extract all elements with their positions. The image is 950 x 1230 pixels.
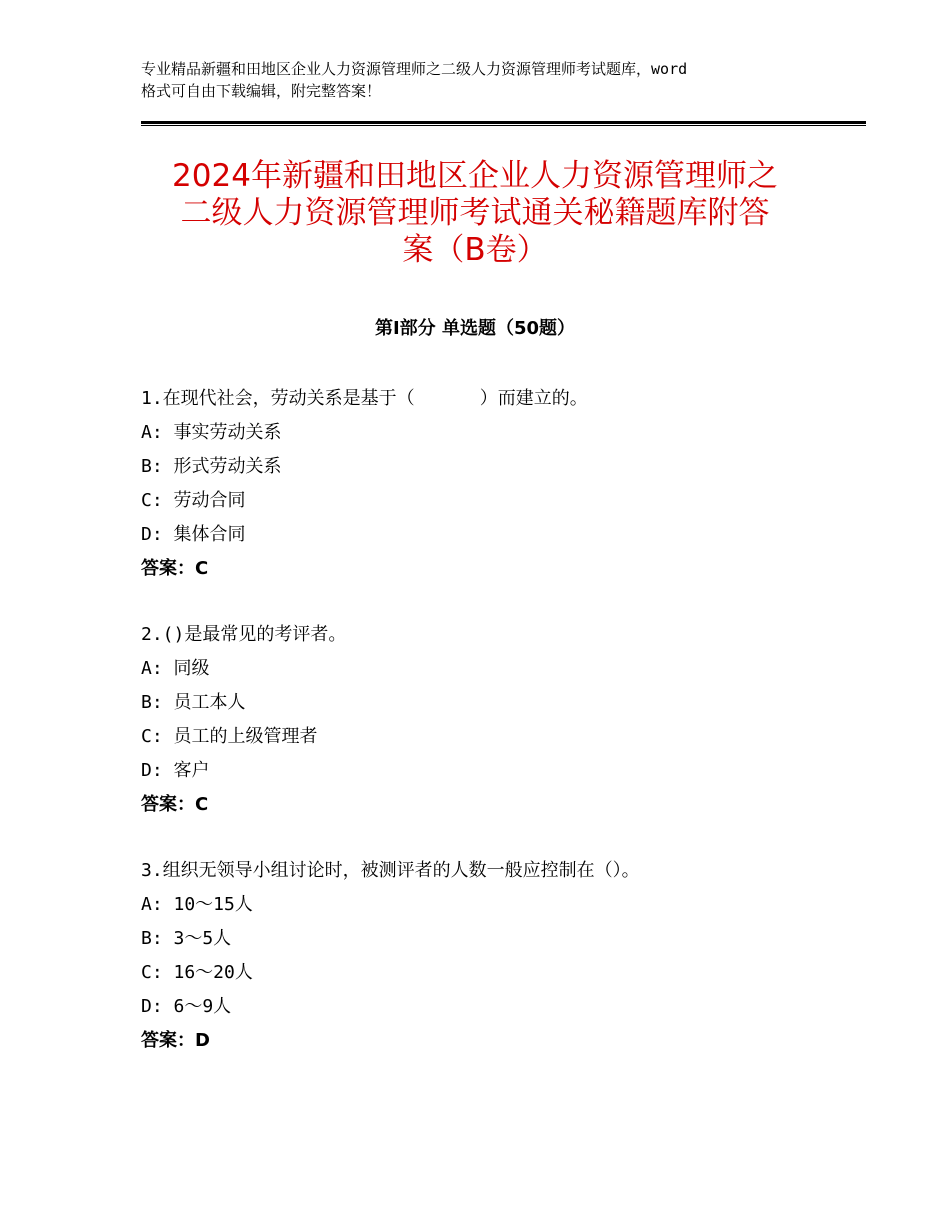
option-b: B: 3～5人	[141, 928, 232, 949]
document-title-line-2: 二级人力资源管理师考试通关秘籍题库附答	[180, 195, 770, 231]
option-c: C: 16～20人	[141, 962, 253, 983]
question-item	[141, 382, 861, 586]
question-item	[141, 854, 861, 1058]
question-stem: 3.组织无领导小组讨论时，被测评者的人数一般应控制在（）。	[141, 860, 640, 881]
option-a: A: 同级	[141, 658, 210, 679]
option-d: D: 集体合同	[141, 524, 246, 545]
header-divider-thick	[141, 121, 866, 124]
document-title-line-1: 2024年新疆和田地区企业人力资源管理师之	[172, 158, 778, 194]
option-b: B: 员工本人	[141, 692, 246, 713]
answer-label: 答案：C	[141, 794, 209, 815]
document-title	[120, 158, 830, 269]
header-divider	[141, 121, 866, 127]
question-item	[141, 618, 861, 822]
header-note-line-1: 专业精品新疆和田地区企业人力资源管理师之二级人力资源管理师考试题库，word	[141, 60, 688, 78]
option-c: C: 劳动合同	[141, 490, 246, 511]
option-d: D: 客户	[141, 760, 210, 781]
option-c: C: 员工的上级管理者	[141, 726, 318, 747]
question-stem: 2.()是最常见的考评者。	[141, 624, 347, 645]
document-title-line-3: 案（B卷）	[402, 232, 548, 268]
answer-label: 答案：C	[141, 558, 209, 579]
section-heading: 第Ⅰ部分 单选题（50题）	[374, 318, 575, 339]
option-a: A: 事实劳动关系	[141, 422, 282, 443]
answer-label: 答案：D	[141, 1030, 210, 1051]
header-note	[141, 58, 821, 102]
option-d: D: 6～9人	[141, 996, 232, 1017]
header-divider-thin	[141, 125, 866, 126]
option-b: B: 形式劳动关系	[141, 456, 282, 477]
question-stem: 1.在现代社会，劳动关系是基于（ ）而建立的。	[141, 388, 588, 409]
header-note-line-2: 格式可自由下载编辑，附完整答案！	[141, 82, 382, 100]
option-a: A: 10～15人	[141, 894, 253, 915]
question-list	[141, 382, 861, 1090]
